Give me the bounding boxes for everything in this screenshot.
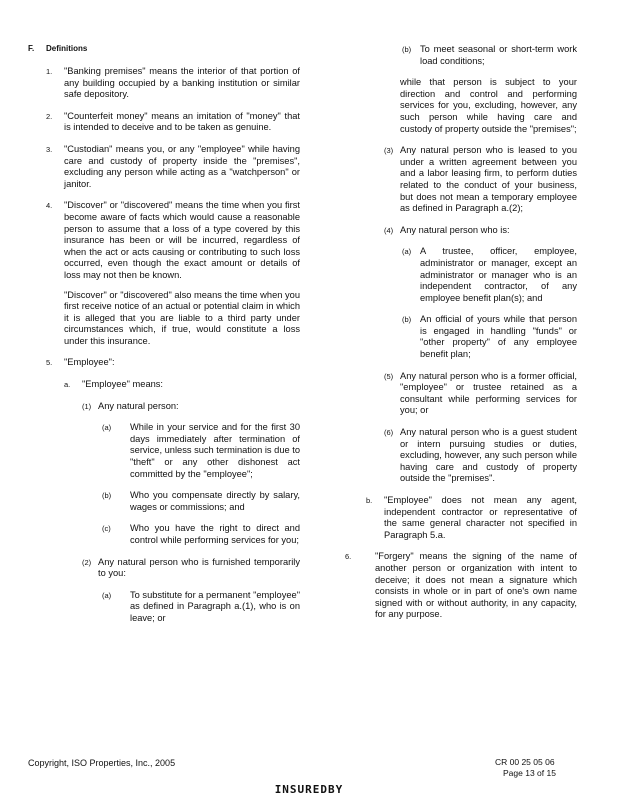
item-text: "Custodian" means you, or any "employee" while having care and custody of property inside the "premises", excluding any person while acting as a "watchperson" or janitor. bbox=[64, 143, 300, 189]
section-title: Definitions bbox=[46, 44, 88, 53]
item-number: (b) bbox=[402, 315, 412, 325]
item-number: (c) bbox=[102, 524, 111, 534]
item-number: (a) bbox=[402, 247, 412, 257]
employee-b bbox=[366, 495, 577, 541]
employee-a-2-a bbox=[28, 590, 300, 625]
item-text: An official of yours while that person is engaged in handling "funds" or "other property" of any employee benefit plan; bbox=[420, 314, 577, 360]
section-heading bbox=[28, 44, 300, 53]
item-text: Any natural person who is furnished temporarily to you: bbox=[98, 556, 300, 579]
item-number: (b) bbox=[102, 491, 112, 501]
item-number: (3) bbox=[384, 146, 394, 156]
item-text: To meet seasonal or short-term work load conditions; bbox=[420, 44, 577, 66]
item-text: "Employee" means: bbox=[82, 379, 164, 390]
definition-employee bbox=[28, 357, 300, 369]
item-text: To substitute for a permanent "employee" as defined in Paragraph a.(1), who is on leave; or bbox=[130, 589, 300, 623]
item-number: (a) bbox=[102, 590, 112, 600]
item-number: (b) bbox=[402, 45, 412, 54]
item-text: "Counterfeit money" means an imitation of "money" that is intended to deceive and to be taken as genuine. bbox=[64, 110, 300, 133]
item-text: "Forgery" means the signing of the name of another person or organization with intent to deceive; it does not mean a signature which consists in whole or in part of one's own name signed with or without authority, in any capacity, for any purpose. bbox=[375, 551, 577, 620]
item-text: "Employee": bbox=[64, 357, 115, 368]
item-text: Any natural person who is leased to you under a written agreement between you and a labor leasing firm, to perform duties related to the conduct of your business, but does not mean a temporary employee as defined in Paragraph a.(2); bbox=[400, 145, 577, 214]
employee-a-2-b bbox=[372, 44, 577, 67]
item-number: 3. bbox=[46, 144, 53, 154]
section-letter: F. bbox=[28, 44, 35, 53]
item-text: "Discover" or "discovered" means the time when you first become aware of facts which would cause a reasonable person to assume that a loss of a type covered by this insurance has been or will be incurred, regardless of when the act or acts causing or contributing to such loss occurred, even though the exact amount or details of loss may not then be known. bbox=[64, 200, 300, 280]
definition-forgery bbox=[345, 551, 577, 621]
item-text: while that person is subject to your direction and control and performing services for you, excluding, however, any such person while having care and custody of property outside the "premises"; bbox=[400, 77, 577, 134]
employee-a-1-c bbox=[28, 523, 300, 546]
definition-counterfeit-money bbox=[28, 111, 300, 134]
item-number: 1. bbox=[46, 67, 53, 76]
item-text: Who you compensate directly by salary, wages or commissions; and bbox=[130, 490, 300, 512]
item-text-continued: "Discover" or "discovered" also means the time when you first receive notice of an actual or potential claim in which it is alleged that you are liable to a third party under circumstances which, if true, would constitute a loss under this insurance. bbox=[64, 289, 300, 346]
item-text: Any natural person who is: bbox=[400, 224, 510, 235]
employee-a bbox=[28, 379, 300, 391]
item-number: a. bbox=[64, 380, 71, 390]
employee-a-2-continuation bbox=[372, 77, 577, 135]
item-number: (a) bbox=[102, 423, 112, 433]
item-number: (4) bbox=[384, 225, 394, 235]
employee-a-3 bbox=[372, 145, 577, 215]
employee-a-4-b bbox=[372, 314, 577, 360]
page-number: Page 13 of 15 bbox=[503, 768, 556, 778]
left-column bbox=[28, 44, 300, 635]
employee-a-4 bbox=[372, 225, 577, 237]
employee-a-4-a bbox=[372, 246, 577, 304]
definition-discover bbox=[28, 200, 300, 347]
employee-a-1-b bbox=[28, 490, 300, 513]
form-number: CR 00 25 05 06 bbox=[495, 757, 555, 767]
item-number: (6) bbox=[384, 428, 394, 438]
item-number: (2) bbox=[82, 557, 92, 567]
employee-a-1-a bbox=[28, 422, 300, 480]
form-info bbox=[495, 757, 556, 779]
employee-a-2 bbox=[28, 557, 300, 580]
right-column bbox=[345, 44, 577, 631]
watermark-stamp: INSUREDBY bbox=[274, 783, 344, 796]
item-text: Any natural person: bbox=[98, 400, 179, 411]
definition-banking-premises bbox=[28, 66, 300, 101]
item-text: Any natural person who is a guest student or intern pursuing studies or duties, excluding, however, any such person while having care and custody of property outside the "premises". bbox=[400, 427, 577, 484]
item-number: 6. bbox=[345, 552, 352, 562]
item-number: 2. bbox=[46, 111, 53, 121]
copyright-notice: Copyright, ISO Properties, Inc., 2005 bbox=[28, 758, 176, 768]
employee-a-1 bbox=[28, 401, 300, 413]
item-text: A trustee, officer, employee, administrator or manager, except an administrator or manager who is an independent contractor, of any employee benefit plan(s); and bbox=[420, 246, 577, 303]
item-text: Any natural person who is a former official, "employee" or trustee retained as a consultant while performing services for you; or bbox=[400, 370, 577, 416]
definition-custodian bbox=[28, 144, 300, 190]
item-text: While in your service and for the first 30 days immediately after termination of service, unless such termination is due to "theft" or any other dishonest act committed by the "employee"; bbox=[130, 422, 301, 479]
item-text: Who you have the right to direct and control while performing services for you; bbox=[130, 523, 300, 545]
item-number: b. bbox=[366, 496, 373, 505]
item-number: (1) bbox=[82, 401, 92, 411]
item-number: 4. bbox=[46, 201, 53, 211]
item-text: "Employee" does not mean any agent, independent contractor or representative of the same general character not specified in Paragraph 5.a. bbox=[384, 495, 577, 540]
employee-a-5 bbox=[372, 371, 577, 417]
item-number: (5) bbox=[384, 371, 394, 381]
employee-a-6 bbox=[372, 427, 577, 485]
item-text: "Banking premises" means the interior of that portion of any building occupied by a banking institution or similar safe depository. bbox=[64, 66, 300, 100]
item-number: 5. bbox=[46, 358, 53, 368]
